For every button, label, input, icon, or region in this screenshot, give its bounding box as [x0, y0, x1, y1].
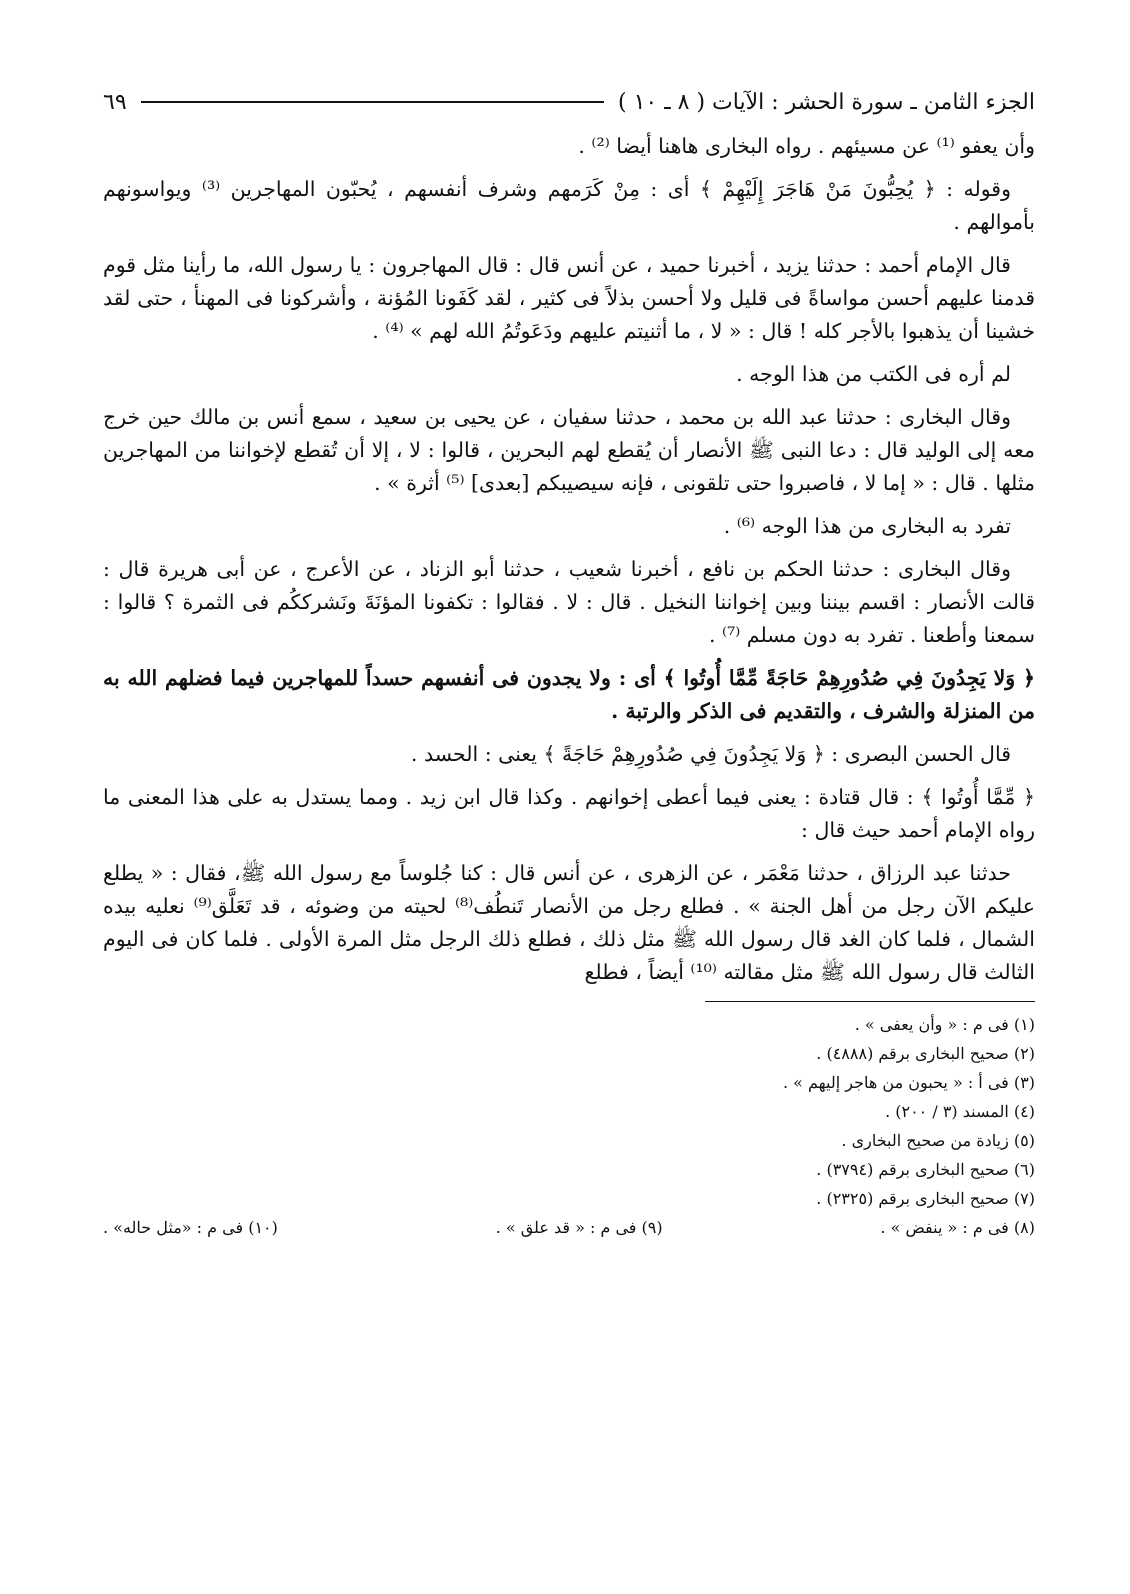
- paragraph: وقوله : ﴿ يُحِبُّونَ مَنْ هَاجَرَ إِلَيْهِمْ ﴾ أى : مِنْ كَرَمهم وشرف أنفسهم ، يُحبّون المهاجرين ⁽³⁾ ويواسونهم بأموالهم .: [103, 177, 1035, 234]
- paragraph: وأن يعفو ⁽¹⁾ عن مسيئهم . رواه البخارى هاهنا أيضا ⁽²⁾ .: [578, 134, 1035, 158]
- footnote: (٤) المسند (٣ / ٢٠٠) .: [885, 1102, 1035, 1121]
- paragraph: تفرد به البخارى من هذا الوجه ⁽⁶⁾ .: [723, 514, 1011, 538]
- running-title: الجزء الثامن ـ سورة الحشر : الآيات ( ٨ ـ ١٠ ): [618, 89, 1035, 115]
- paragraph: ﴿ مِّمَّا أُوتُوا ﴾ : قال قتادة : يعنى فيما أعطى إخوانهم . وكذا قال ابن زيد . ومما يستدل به على هذا المعنى ما رواه الإمام أحمد حيث قال :: [103, 785, 1035, 842]
- paragraph: قال الحسن البصرى : ﴿ وَلا يَجِدُونَ فِي صُدُورِهِمْ حَاجَةً ﴾ يعنى : الحسد .: [410, 742, 1011, 766]
- running-header: [103, 80, 1035, 124]
- footnote: (٩) فى م : « قد علق » .: [495, 1218, 663, 1237]
- paragraph: وقال البخارى : حدثنا عبد الله بن محمد ، حدثنا سفيان ، عن يحيى بن سعيد ، سمع أنس بن مالك حين خرج معه إلى الوليد قال : دعا النبى ﷺ الأنصار أن يُقطع لهم البحرين ، قالوا : لا ، إلا أن تُقطع لإخواننا من المهاجرين مثلها . قال : « إما لا ، فاصبروا حتى تلقونى ، فإنه سيصيبكم [بعدى] ⁽⁵⁾ أثرة » .: [103, 405, 1035, 495]
- paragraph: قال الإمام أحمد : حدثنا يزيد ، أخبرنا حميد ، عن أنس قال : قال المهاجرون : يا رسول الله، ما رأينا مثل قوم قدمنا عليهم أحسن مواساةً فى قليل ولا أحسن بذلاً فى كثير ، لقد كَفَونا المُؤنة ، وأشركونا فى المهنأ ، حتى لقد خشينا أن يذهبوا بالأجر كله ! قال : « لا ، ما أثنيتم عليهم ودَعَوتُمُ الله لهم » ⁽⁴⁾ .: [103, 253, 1035, 343]
- paragraph: لم أره فى الكتب من هذا الوجه .: [736, 362, 1011, 386]
- footnote: (٥) زيادة من صحيح البخارى .: [841, 1131, 1035, 1150]
- footnote-separator: [705, 1001, 1035, 1002]
- footnote: (٨) فى م : « ينفض » .: [880, 1218, 1035, 1237]
- footnote: (٣) فى أ : « يحبون من هاجر إليهم » .: [782, 1073, 1035, 1092]
- paragraph: وقال البخارى : حدثنا الحكم بن نافع ، أخبرنا شعيب ، حدثنا أبو الزناد ، عن الأعرج ، عن أبى هريرة قال : قالت الأنصار : اقسم بيننا وبين إخواننا النخيل . قال : لا . فقالوا : تكفونا المؤنَةَ ونَشرككُم فى الثمرة ؟ قالوا : سمعنا وأطعنا . تفرد به دون مسلم ⁽⁷⁾ .: [103, 557, 1035, 647]
- quran-verse-paragraph: ﴿ وَلا يَجِدُونَ فِي صُدُورِهِمْ حَاجَةً مِّمَّا أُوتُوا ﴾ أى : ولا يجدون فى أنفسهم حسداً للمهاجرين فيما فضلهم الله به من المنزلة والشرف ، والتقديم فى الذكر والرتبة .: [103, 666, 1035, 723]
- footnote-row: [103, 1213, 1035, 1242]
- page-number: ٦٩: [103, 89, 127, 115]
- footnote: (١) فى م : « وأن يعفى » .: [854, 1015, 1035, 1034]
- paragraph: حدثنا عبد الرزاق ، حدثنا مَعْمَر ، عن الزهرى ، عن أنس قال : كنا جُلوساً مع رسول الله ﷺ، فقال : « يطلع عليكم الآن رجل من أهل الجنة » . فطلع رجل من الأنصار تَنطُف⁽⁸⁾ لحيته من وضوئه ، قد تَعَلَّق⁽⁹⁾ نعليه بيده الشمال ، فلما كان الغد قال رسول الله ﷺ مثل ذلك ، فطلع ذلك الرجل مثل المرة الأولى . فلما كان فى اليوم الثالث قال رسول الله ﷺ مثل مقالته ⁽¹⁰⁾ أيضاً ، فطلع: [103, 861, 1035, 984]
- header-rule: [141, 101, 604, 103]
- footnotes: [103, 1010, 1035, 1242]
- footnote: (٦) صحيح البخارى برقم (٣٧٩٤) .: [816, 1160, 1035, 1179]
- footnote: (٧) صحيح البخارى برقم (٢٣٢٥) .: [816, 1189, 1035, 1208]
- footnote: (٢) صحيح البخارى برقم (٤٨٨٨) .: [816, 1044, 1035, 1063]
- footnote: (١٠) فى م : «مثل حاله» .: [103, 1218, 278, 1237]
- main-text: [103, 130, 1035, 989]
